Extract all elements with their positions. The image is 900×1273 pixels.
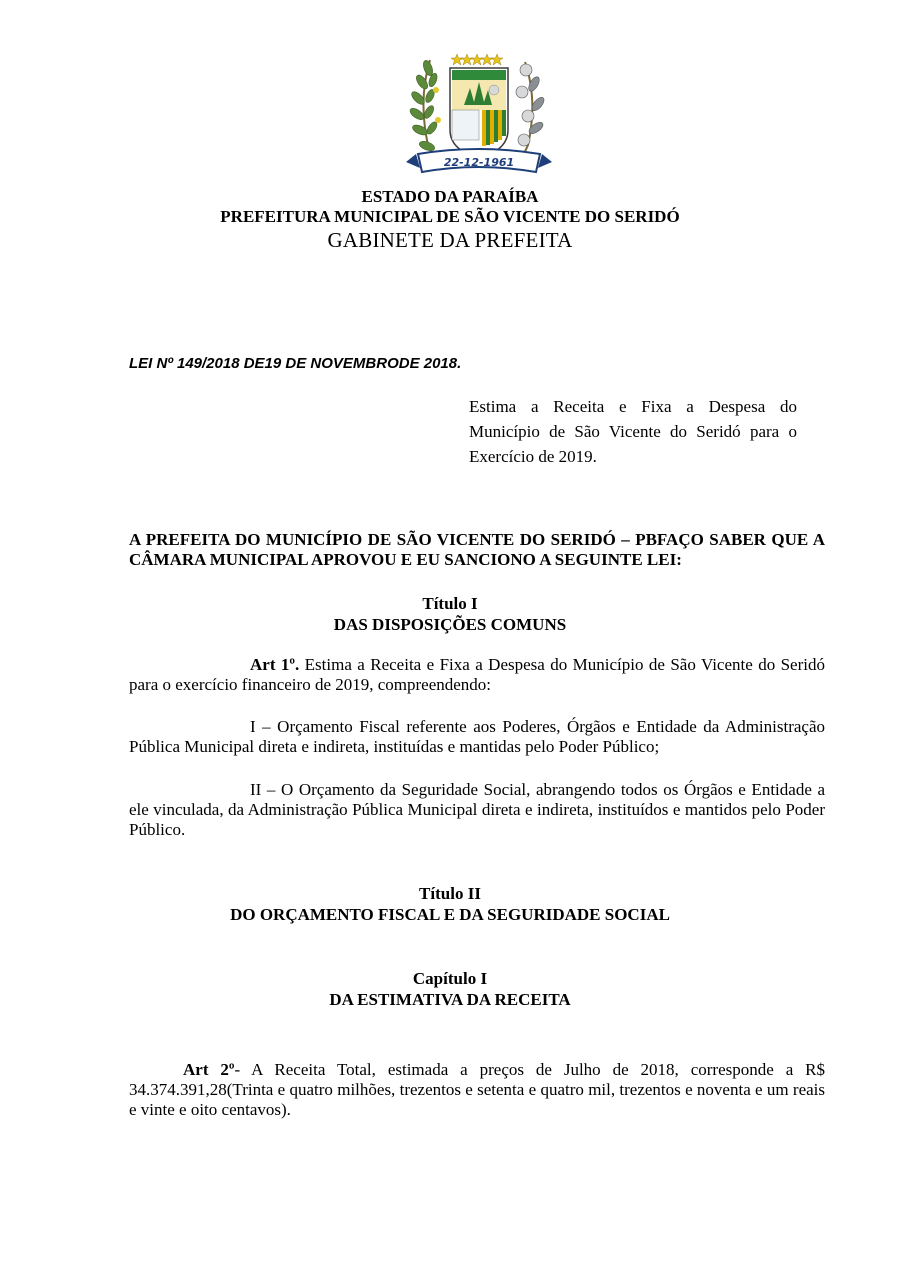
chapter-1-name: DA ESTIMATIVA DA RECEITA	[329, 990, 571, 1009]
date-ribbon	[406, 149, 552, 172]
article-2-label: Art 2º	[183, 1060, 235, 1079]
title-2-name: DO ORÇAMENTO FISCAL E DA SEGURIDADE SOCIAL	[230, 905, 670, 924]
article-2-text: - A Receita Total, estimada a preços de Julho de 2018, corresponde a R$ 34.374.391,28(Trinta e quatro milhões, trezentos e setenta e quatro mil, trezentos e noventa e um reais e vinte e oito centavos).	[129, 1060, 825, 1119]
article-1-label: Art 1º.	[250, 655, 300, 674]
state-name: ESTADO DA PARAÍBA	[361, 187, 539, 206]
emblem-date: 22-12-1961	[443, 156, 515, 169]
prefecture-name: PREFEITURA MUNICIPAL DE SÃO VICENTE DO SERIDÓ	[220, 207, 680, 226]
title-2-heading	[0, 883, 900, 925]
title-2-label: Título II	[419, 884, 481, 903]
chapter-1-heading	[0, 968, 900, 1010]
law-number: LEI Nº 149/2018 DE19 DE NOVEMBRODE 2018.	[129, 355, 462, 372]
office-name: GABINETE DA PREFEITA	[327, 228, 573, 252]
article-1-item-2: II – O Orçamento da Seguridade Social, abrangendo todos os Órgãos e Entidade a ele vinculada, da Administração Pública Municipal direta e indireta, instituídos e mantidos pelo Poder Público.	[129, 780, 825, 839]
law-summary: Estima a Receita e Fixa a Despesa do Município de São Vicente do Seridó para o Exercício de 2019.	[469, 397, 797, 466]
title-1-name: DAS DISPOSIÇÕES COMUNS	[333, 615, 567, 634]
article-1-item-1: I – Orçamento Fiscal referente aos Poderes, Órgãos e Entidade da Administração Pública Municipal direta e indireta, instituídas e mantidas pelo Poder Público;	[129, 717, 825, 756]
title-1-label: Título I	[422, 594, 478, 613]
article-1	[129, 655, 825, 695]
title-1-heading	[0, 593, 900, 635]
shield-icon	[450, 68, 508, 158]
chapter-1-label: Capítulo I	[412, 969, 488, 988]
stars-icon	[451, 54, 503, 65]
article-1-text: Estima a Receita e Fixa a Despesa do Município de São Vicente do Seridó para o exercício financeiro de 2019, compreendendo:	[129, 655, 825, 694]
law-preamble: A PREFEITA DO MUNICÍPIO DE SÃO VICENTE DO SERIDÓ – PBFAÇO SABER QUE A CÂMARA MUNICIPAL APROVOU E EU SANCIONO A SEGUINTE LEI:	[129, 530, 825, 569]
article-2	[129, 1060, 825, 1120]
municipal-coat-of-arms	[400, 50, 555, 180]
